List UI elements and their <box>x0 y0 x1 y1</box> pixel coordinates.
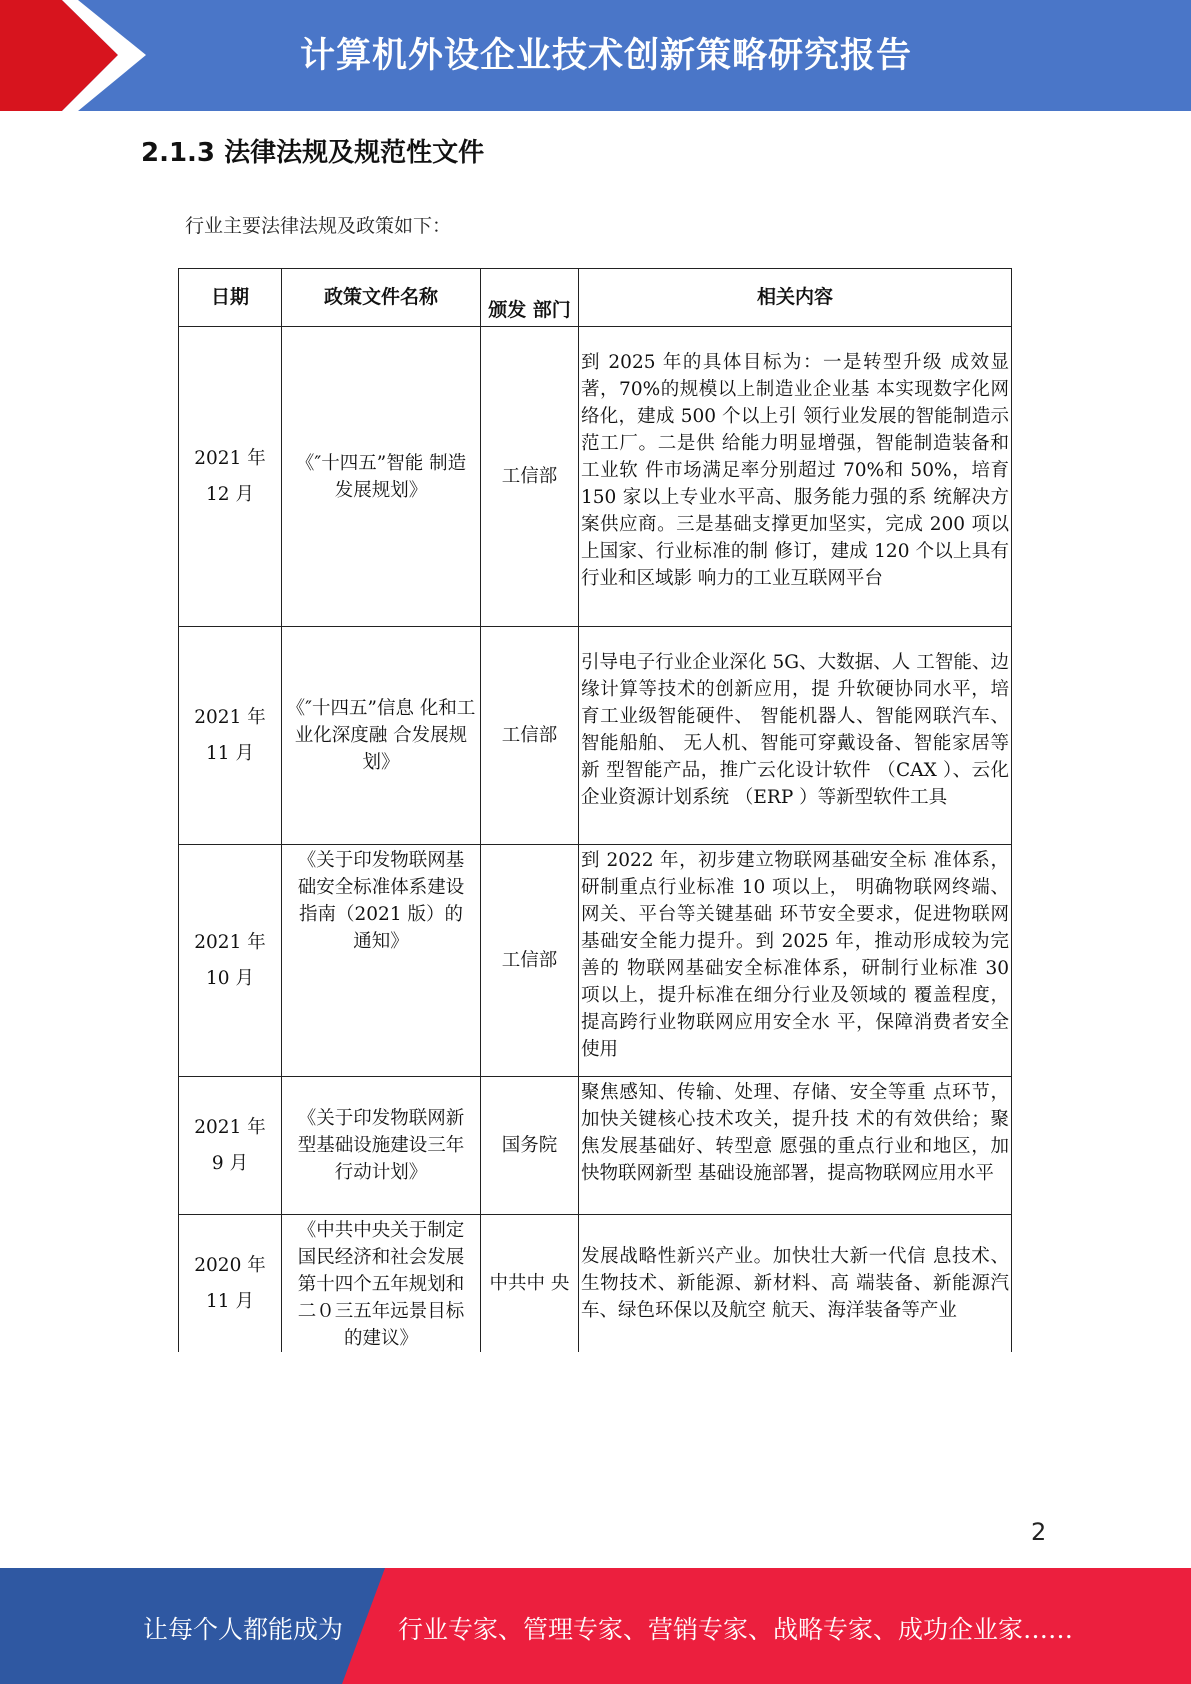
table-header-row <box>179 269 1012 327</box>
report-title: 计算机外设企业技术创新策略研究报告 <box>300 36 913 76</box>
header-policy-name: 政策文件名称 <box>282 269 481 327</box>
table-row <box>179 627 1012 845</box>
row-content: 聚焦感知、传输、处理、存储、安全等重 点环节，加快关键核心技术攻关，提升技 术的有效供给；聚焦发展基础好、转型意 愿强的重点行业和地区，加快物联网新型 基础设施部署，提高物联网应用水平 <box>579 1077 1012 1215</box>
row-policy-name: 《关于印发物联网基础安全标准体系建设指南（2021 版）的通知》 <box>282 845 481 1077</box>
row-content: 到 2022 年，初步建立物联网基础安全标 准体系，研制重点行业标准 10 项以上， 明确物联网终端、网关、平台等关键基础 环节安全要求，促进物联网基础安全能力提升。到 2025 年，推动形成较为完善的 物联网基础安全标准体系，研制行业标准 30 项以上，提升标准在细分行业及领域的 覆盖程度，提高跨行业物联网应用安全水 平，保障消费者安全使用 <box>579 845 1012 1077</box>
row-content: 引导电子行业企业深化 5G、大数据、人 工智能、边缘计算等技术的创新应用，提 升软硬协同水平，培育工业级智能硬件、 智能机器人、智能网联汽车、智能船舶、 无人机、智能可穿戴设备、智能家居等新 型智能产品，推广云化设计软件 （CAX ）、云化企业资源计划系统 （ERP ）等新型软件工具 <box>579 627 1012 845</box>
row-date: 2021 年 11 月 <box>179 627 282 845</box>
row-date: 2020 年 11 月 <box>179 1215 282 1353</box>
table-row <box>179 845 1012 1077</box>
table-row <box>179 327 1012 627</box>
table-row <box>179 1215 1012 1353</box>
footer-slogan-right: 行业专家、管理专家、营销专家、战略专家、成功企业家…… <box>398 1615 1074 1644</box>
row-date: 2021 年 10 月 <box>179 845 282 1077</box>
page-header <box>0 0 1191 111</box>
row-department: 中共中 央 <box>481 1215 579 1353</box>
row-department: 工信部 <box>481 845 579 1077</box>
table-row <box>179 1077 1012 1215</box>
policy-table <box>178 268 1012 1352</box>
row-policy-name: 《中共中央关于制定国民经济和社会发展第十四个五年规划和二０三五年远景目标的建议》 <box>282 1215 481 1353</box>
intro-text: 行业主要法律法规及政策如下： <box>185 215 452 237</box>
row-date: 2021 年 9 月 <box>179 1077 282 1215</box>
row-department: 工信部 <box>481 327 579 627</box>
header-date: 日期 <box>179 269 282 327</box>
header-content: 相关内容 <box>579 269 1012 327</box>
row-content: 发展战略性新兴产业。加快壮大新一代信 息技术、生物技术、新能源、新材料、高 端装备、新能源汽车、绿色环保以及航空 航天、海洋装备等产业 <box>579 1215 1012 1353</box>
row-policy-name: 《关于印发物联网新型基础设施建设三年行动计划》 <box>282 1077 481 1215</box>
header-department: 颁发 部门 <box>481 269 579 327</box>
row-department: 工信部 <box>481 627 579 845</box>
row-policy-name: 《″十四五”智能 制造发展规划》 <box>282 327 481 627</box>
row-department: 国务院 <box>481 1077 579 1215</box>
footer-slogan-left: 让每个人都能成为 <box>143 1615 344 1644</box>
row-content: 到 2025 年的具体目标为：一是转型升级 成效显著，70%的规模以上制造业企业基 本实现数字化网络化，建成 500 个以上引 领行业发展的智能制造示范工厂。二是供 给能力明显增强，智能制造装备和工业软 件市场满足率分别超过 70%和 50%，培育 150 家以上专业水平高、服务能力强的系 统解决方案供应商。三是基础支撑更加坚实，完成 200 项以上国家、行业标准的制 修订，建成 120 个以上具有行业和区域影 响力的工业互联网平台 <box>579 327 1012 627</box>
page-footer <box>0 1568 1191 1684</box>
section-heading: 2.1.3 法律法规及规范性文件 <box>141 138 485 168</box>
row-date: 2021 年 12 月 <box>179 327 282 627</box>
row-policy-name: 《″十四五”信息 化和工业化深度融 合发展规划》 <box>282 627 481 845</box>
chevron-arrow-icon <box>0 0 160 111</box>
page-number: 2 <box>1031 1518 1047 1546</box>
